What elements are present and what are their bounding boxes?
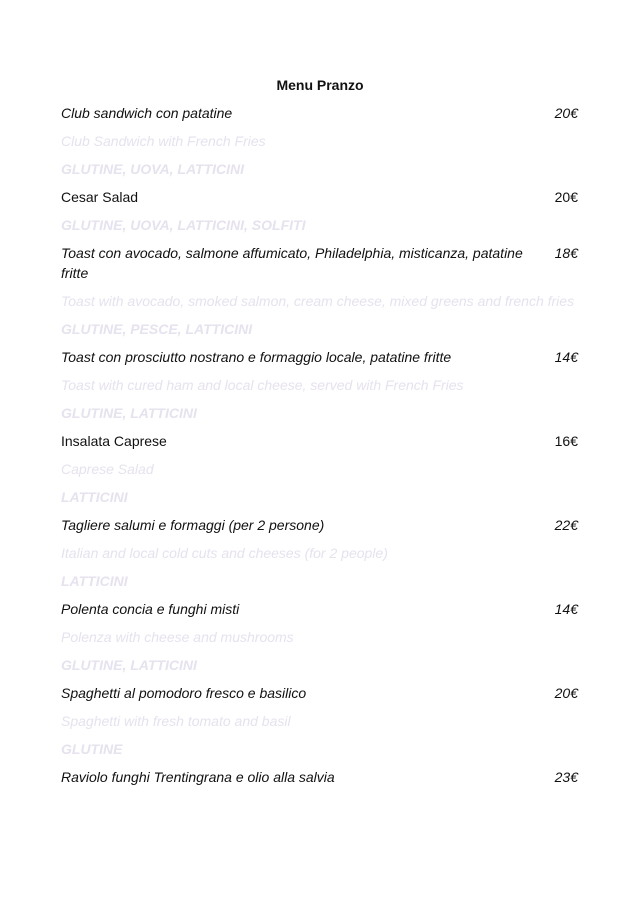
menu-item-club-sandwich [61, 103, 578, 179]
menu-item-toast-prosciutto [61, 347, 578, 423]
dish-name: Polenta concia e funghi misti [61, 601, 240, 617]
dish-name: Toast con avocado, salmone affumicato, Philadelphia, misticanza, patatine fritte [61, 245, 523, 281]
dish-allergens: GLUTINE, UOVA, LATTICINI [61, 161, 245, 177]
menu-item-insalata-caprese [61, 431, 578, 507]
dish-translation: Polenza with cheese and mushrooms [61, 629, 294, 645]
dish-allergens: GLUTINE, PESCE, LATTICINI [61, 321, 253, 337]
menu-item-row [61, 515, 578, 535]
menu-item-row [61, 103, 578, 123]
dish-translation: Club Sandwich with French Fries [61, 133, 266, 149]
menu-list [61, 103, 578, 787]
dish-name: Spaghetti al pomodoro fresco e basilico [61, 685, 307, 701]
dish-name: Raviolo funghi Trentingrana e olio alla salvia [61, 769, 335, 785]
dish-price: 20€ [554, 189, 578, 205]
menu-item-raviolo [61, 767, 578, 787]
dish-allergens: GLUTINE, UOVA, LATTICINI, SOLFITI [61, 217, 306, 233]
dish-price: 20€ [554, 685, 578, 701]
dish-price: 23€ [554, 769, 578, 785]
dish-name: Insalata Caprese [61, 433, 167, 449]
dish-price: 14€ [554, 601, 578, 617]
dish-translation: Toast with avocado, smoked salmon, cream cheese, mixed greens and french fries [61, 293, 575, 309]
dish-allergens: GLUTINE, LATTICINI [61, 405, 197, 421]
dish-price: 14€ [554, 349, 578, 365]
dish-price: 22€ [554, 517, 578, 533]
dish-allergens: LATTICINI [61, 573, 128, 589]
dish-price: 16€ [554, 433, 578, 449]
dish-translation: Spaghetti with fresh tomato and basil [61, 713, 291, 729]
menu-item-row [61, 599, 578, 619]
dish-price: 20€ [554, 105, 578, 121]
dish-price: 18€ [554, 245, 578, 261]
menu-item-tagliere [61, 515, 578, 591]
dish-translation: Italian and local cold cuts and cheeses (for 2 people) [61, 545, 388, 561]
dish-name: Club sandwich con patatine [61, 105, 233, 121]
menu-item-row [61, 347, 578, 367]
dish-name: Tagliere salumi e formaggi (per 2 persone) [61, 517, 325, 533]
dish-translation: Caprese Salad [61, 461, 154, 477]
menu-item-toast-avocado [61, 243, 578, 339]
dish-name: Toast con prosciutto nostrano e formaggio locale, patatine fritte [61, 349, 452, 365]
menu-item-polenta [61, 599, 578, 675]
dish-name: Cesar Salad [61, 189, 139, 205]
menu-item-row [61, 243, 578, 283]
menu-item-spaghetti [61, 683, 578, 759]
dish-allergens: GLUTINE, LATTICINI [61, 657, 197, 673]
menu-item-row [61, 767, 578, 787]
dish-allergens: GLUTINE [61, 741, 123, 757]
menu-item-row [61, 431, 578, 451]
dish-allergens: LATTICINI [61, 489, 128, 505]
dish-translation: Toast with cured ham and local cheese, served with French Fries [61, 377, 464, 393]
menu-item-row [61, 187, 578, 207]
menu-item-row [61, 683, 578, 703]
page-title: Menu Pranzo [276, 77, 364, 93]
menu-item-cesar-salad [61, 187, 578, 235]
